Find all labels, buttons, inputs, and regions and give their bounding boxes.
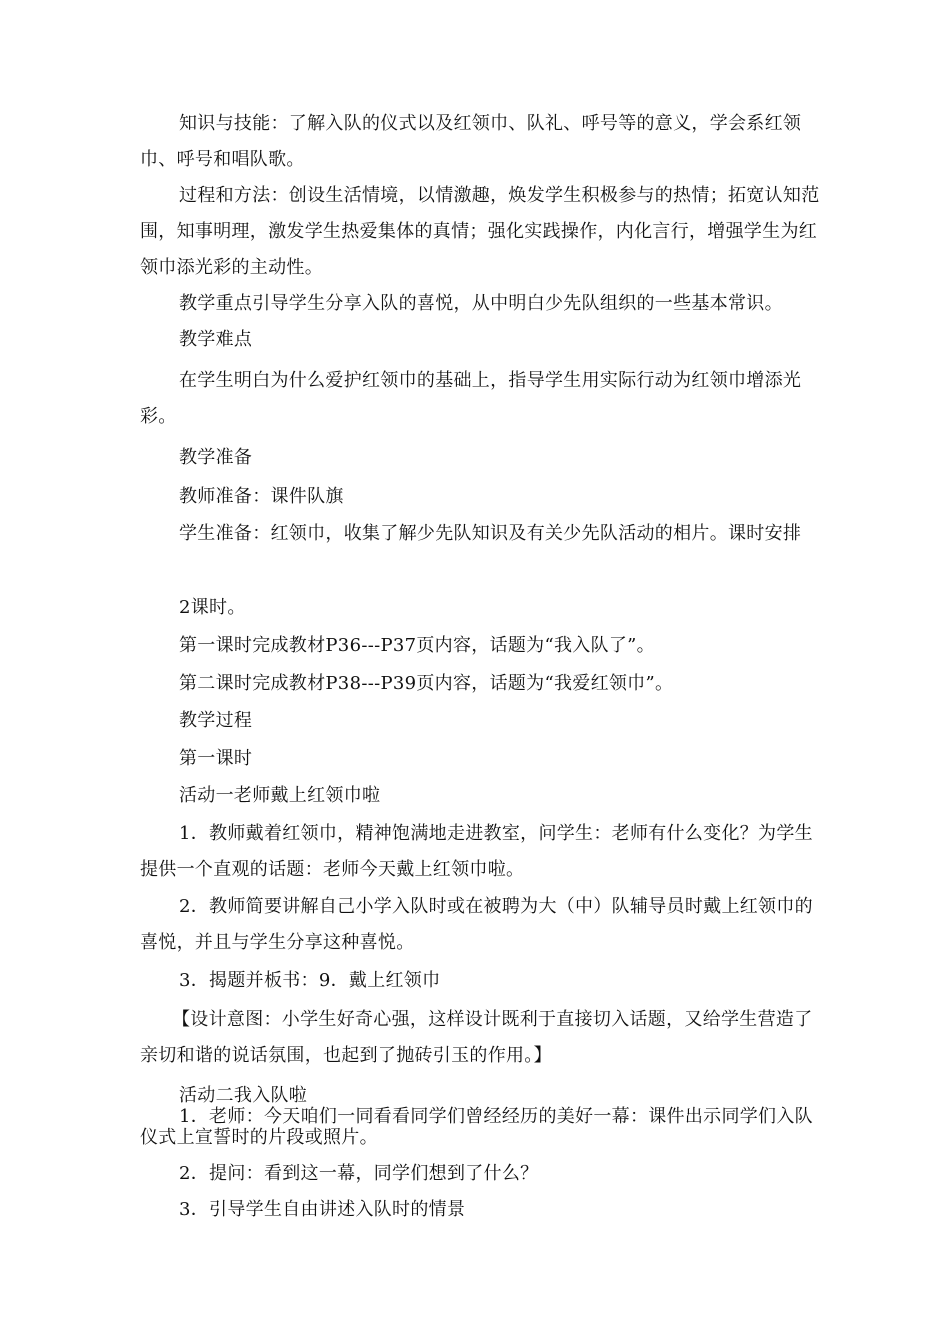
paragraph-activity-one-step-2: 2．教师简要讲解自己小学入队时或在被聘为大（中）队辅导员时戴上红领巾的喜悦，并且与学生分享这种喜悦。 (140, 896, 813, 953)
heading-teaching-preparation: 教学准备 (179, 447, 253, 468)
paragraph-teacher-preparation: 教师准备：课件队旗 (179, 486, 344, 507)
paragraph-activity-one-step-1: 1．教师戴着红领巾，精神饱满地走进教室，问学生：老师有什么变化？为学生提供一个直观的话题：老师今天戴上红领巾啦。 (140, 823, 813, 880)
heading-teaching-process: 教学过程 (179, 710, 253, 731)
paragraph-activity-two-step-1: 1．老师：今天咱们一同看看同学们曾经经历的美好一幕：课件出示同学们入队仪式上宣誓时的片段或照片。 (140, 1106, 813, 1148)
paragraph-first-lesson-content: 第一课时完成教材P36---P37页内容，话题为“我入队了”。 (179, 635, 655, 656)
paragraph-design-intent: 【设计意图：小学生好奇心强，这样设计既利于直接切入话题，又给学生营造了亲切和谐的说话氛围，也起到了抛砖引玉的作用。】 (140, 1009, 813, 1066)
paragraph-teaching-difficulty: 在学生明白为什么爱护红领巾的基础上，指导学生用实际行动为红领巾增添光彩。 (140, 370, 802, 427)
paragraph-second-lesson-content: 第二课时完成教材P38---P39页内容，话题为“我爱红领巾”。 (179, 673, 674, 694)
paragraph-activity-two-step-3: 3．引导学生自由讲述入队时的情景 (179, 1199, 466, 1220)
paragraph-student-preparation: 学生准备：红领巾，收集了解少先队知识及有关少先队活动的相片。课时安排 (179, 523, 802, 544)
heading-first-lesson: 第一课时 (179, 748, 253, 769)
paragraph-teaching-focus: 教学重点引导学生分享入队的喜悦，从中明白少先队组织的一些基本常识。 (179, 293, 783, 314)
paragraph-process-methods: 过程和方法：创设生活情境，以情激趣，焕发学生积极参与的热情；拓宽认知范围，知事明理，激发学生热爱集体的真情；强化实践操作，内化言行，增强学生为红领巾添光彩的主动性。 (140, 185, 820, 278)
paragraph-knowledge-skills: 知识与技能：了解入队的仪式以及红领巾、队礼、呼号等的意义，学会系红领巾、呼号和唱队歌。 (140, 113, 802, 170)
heading-activity-two: 活动二我入队啦 (179, 1085, 308, 1106)
paragraph-activity-two-step-2: 2．提问：看到这一幕，同学们想到了什么？ (179, 1163, 539, 1184)
heading-activity-one: 活动一老师戴上红领巾啦 (179, 785, 381, 806)
paragraph-activity-one-step-3: 3．揭题并板书：9．戴上红领巾 (179, 970, 441, 991)
paragraph-lesson-count: 2课时。 (179, 597, 246, 618)
heading-teaching-difficulty: 教学难点 (179, 329, 253, 350)
